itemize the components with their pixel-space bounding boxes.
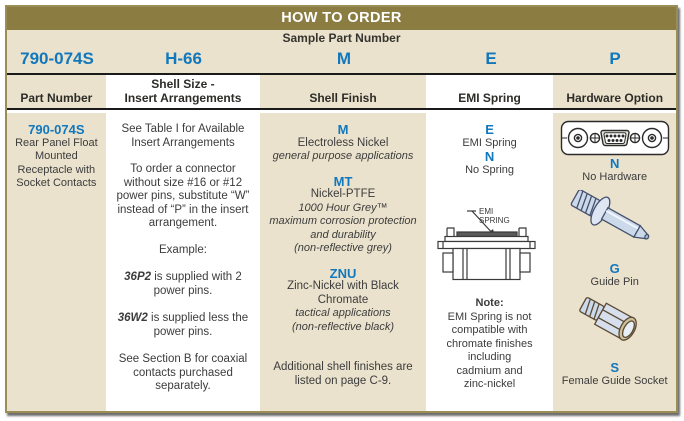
finish-code: ZNU <box>329 265 357 281</box>
finish-option-mt <box>264 175 422 256</box>
sample-code-shell-finish: M <box>336 49 352 68</box>
connector-face-icon <box>560 120 670 157</box>
sample-code-part-number: 790-074S <box>20 49 94 68</box>
example-36p2-text: is supplied with 2 power pins. <box>151 271 242 297</box>
column-header-emi-spring <box>428 75 552 108</box>
finish-detail: (non-reflective grey) <box>294 242 392 254</box>
emi-diagram-label-line2: SPRING <box>478 216 510 225</box>
finish-detail: (non-reflective black) <box>291 320 395 333</box>
insert-arrangements-note: See Table I for Available Insert Arrangements <box>121 123 245 149</box>
finish-option-m <box>264 123 422 164</box>
sample-code-shell-size: H-66 <box>165 49 202 68</box>
hardware-label-s: Female Guide Socket <box>561 375 668 387</box>
finish-name: Nickel-PTFE <box>310 188 376 200</box>
column-header-label: EMI Spring <box>458 91 521 105</box>
column-header-hardware <box>553 75 676 108</box>
emi-spring-diagram <box>433 203 547 291</box>
sample-part-number-label: Sample Part Number <box>7 30 676 47</box>
part-number-description: Rear Panel Float Mounted Receptacle with Socket Contacts <box>15 136 98 189</box>
example-36p2-code: 36P2 <box>124 271 152 283</box>
example-36w2-code: 36W2 <box>117 312 148 324</box>
column-header-label: Hardware Option <box>566 91 664 105</box>
column-header-row <box>7 73 676 110</box>
emi-spring-column <box>428 113 552 413</box>
column-header-shell-size <box>108 75 259 108</box>
additional-finishes-note: Additional shell finishes are listed on page C-9. <box>273 361 413 387</box>
hardware-label-n: No Hardware <box>582 171 648 183</box>
shell-finish-column <box>260 113 426 413</box>
hardware-option-n <box>555 120 674 184</box>
finish-code: M <box>337 122 349 137</box>
part-number-column <box>7 113 106 413</box>
example-36p2 <box>112 271 255 298</box>
hardware-option-s <box>555 295 674 388</box>
finish-option-znu <box>264 267 422 335</box>
finish-detail: maximum corrosion protection and durability <box>269 215 417 241</box>
finish-detail: 1000 Hour Grey™ <box>298 201 388 214</box>
column-header-shell-finish <box>260 75 426 108</box>
power-pins-note: To order a connector without size #16 or #12 power pins, substitute “W” instead of “P” in the insert arrangement. <box>116 163 250 229</box>
sample-code-emi-spring: E <box>485 49 497 68</box>
emi-option-e-code: E <box>485 122 494 137</box>
finish-code: MT <box>333 173 353 189</box>
finish-name: Electroless Nickel <box>297 136 389 149</box>
hardware-code-g: G <box>609 261 620 276</box>
column-header-part-number <box>7 75 106 108</box>
sample-part-number-row <box>7 47 676 73</box>
hardware-code-n: N <box>609 156 620 171</box>
guide-socket-icon <box>572 295 658 361</box>
guide-pin-icon <box>566 190 664 262</box>
finish-detail: tactical applications <box>295 307 391 319</box>
column-header-label: Part Number <box>20 91 93 105</box>
emi-diagram-label-line1: EMI <box>478 207 493 216</box>
emi-note-title: Note: <box>475 297 504 309</box>
column-header-label: Shell Finish <box>309 91 377 105</box>
example-heading: Example: <box>159 243 207 256</box>
part-number-code: 790-074S <box>28 122 85 137</box>
hardware-option-g <box>555 190 674 289</box>
example-36w2-text: is supplied less the power pins. <box>147 312 249 338</box>
finish-name: Zinc-Nickel with Black Chromate <box>287 280 399 306</box>
coaxial-contacts-note: See Section B for coaxial contacts purchased separately. <box>118 353 248 392</box>
table-body <box>7 113 676 413</box>
column-header-label-line2: Insert Arrangements <box>124 91 242 105</box>
hardware-code-s: S <box>610 360 620 375</box>
finish-detail: general purpose applications <box>272 150 414 162</box>
shell-size-column <box>108 113 259 413</box>
emi-option-n-label: No Spring <box>465 163 515 176</box>
hardware-label-g: Guide Pin <box>590 276 639 288</box>
emi-option-n-code: N <box>484 149 495 164</box>
emi-note <box>431 297 549 392</box>
table-title: HOW TO ORDER <box>7 7 676 30</box>
sample-code-hardware: P <box>609 49 621 68</box>
hardware-option-column <box>553 113 676 413</box>
emi-option-e-label: EMI Spring <box>462 136 517 149</box>
emi-note-body: EMI Spring is not compatible with chromate finishes including cadmium and zinc-nickel <box>446 310 533 390</box>
example-36w2 <box>112 312 255 339</box>
how-to-order-table <box>5 5 678 413</box>
column-header-label-line1: Shell Size - <box>151 77 215 91</box>
